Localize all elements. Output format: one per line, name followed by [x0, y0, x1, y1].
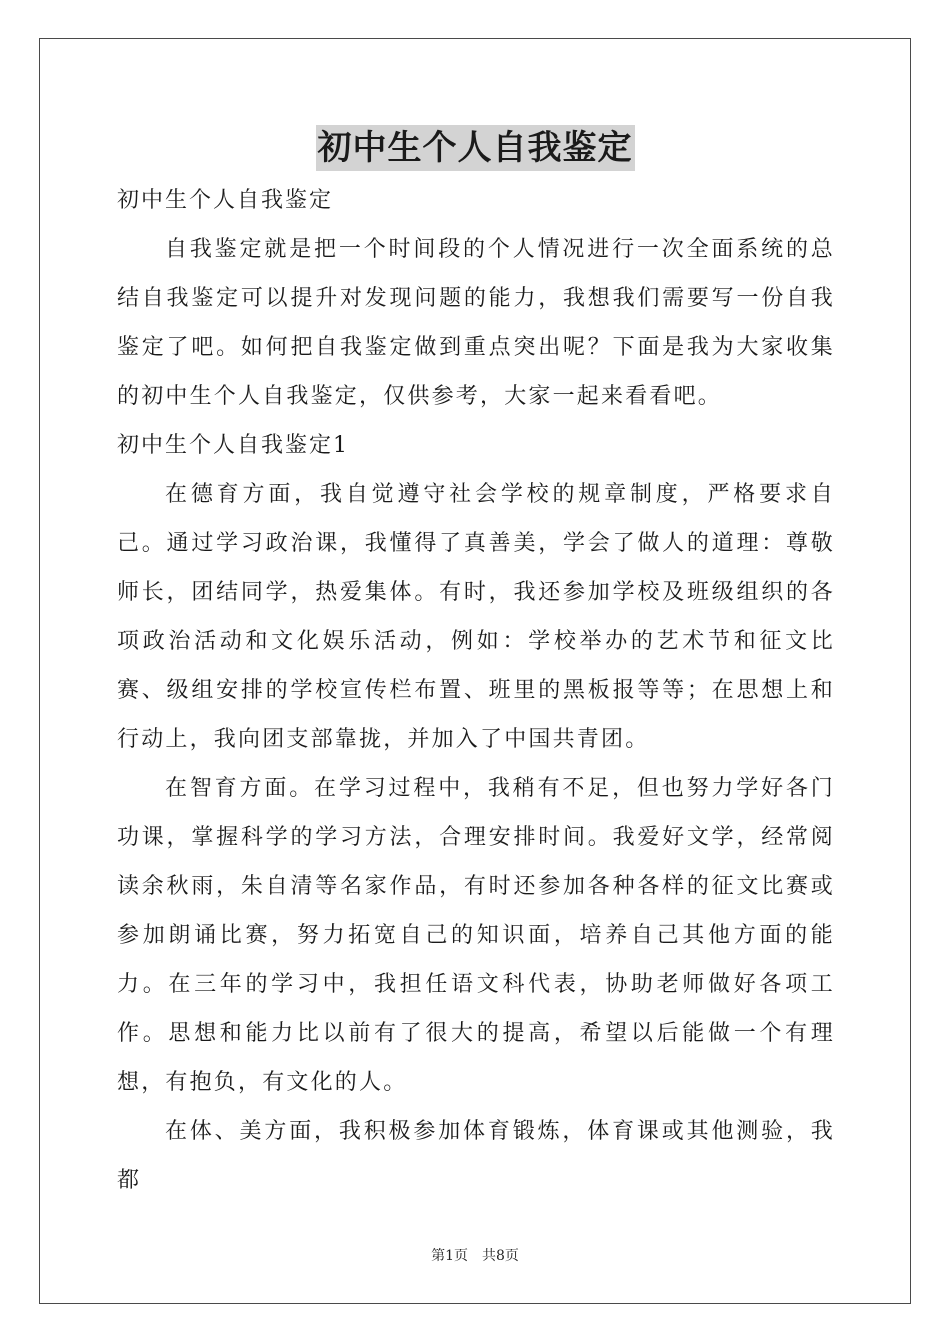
paragraph: 自我鉴定就是把一个时间段的个人情况进行一次全面系统的总结自我鉴定可以提升对发现问题的能力，我想我们需要写一份自我鉴定了吧。如何把自我鉴定做到重点突出呢？下面是我为大家收集的初中生个人自我鉴定，仅供参考，大家一起来看看吧。: [117, 237, 835, 409]
section-heading: 初中生个人自我鉴定1: [117, 433, 349, 458]
paragraph: 在体、美方面，我积极参加体育锻炼，体育课或其他测验，我都: [117, 1119, 835, 1193]
title-wrap: [0, 125, 950, 171]
paragraph: 在德育方面，我自觉遵守社会学校的规章制度，严格要求自己。通过学习政治课，我懂得了真善美，学会了做人的道理：尊敬师长，团结同学，热爱集体。有时，我还参加学校及班级组织的各项政治活动和文化娱乐活动，例如：学校举办的艺术节和征文比赛、级组安排的学校宣传栏布置、班里的黑板报等等；在思想上和行动上，我向团支部靠拢，并加入了中国共青团。: [117, 482, 835, 752]
page-footer: 第1页 共8页: [431, 1248, 519, 1264]
paragraph: 在智育方面。在学习过程中，我稍有不足，但也努力学好各门功课，掌握科学的学习方法，合理安排时间。我爱好文学，经常阅读余秋雨，朱自清等名家作品，有时还参加各种各样的征文比赛或参加朗诵比赛，努力拓宽自己的知识面，培养自己其他方面的能力。在三年的学习中，我担任语文科代表，协助老师做好各项工作。思想和能力比以前有了很大的提高，希望以后能做一个有理想，有抱负，有文化的人。: [117, 776, 835, 1095]
section-heading: 初中生个人自我鉴定: [117, 188, 334, 213]
document-title: 初中生个人自我鉴定: [316, 125, 635, 171]
document-body: [117, 176, 835, 1205]
